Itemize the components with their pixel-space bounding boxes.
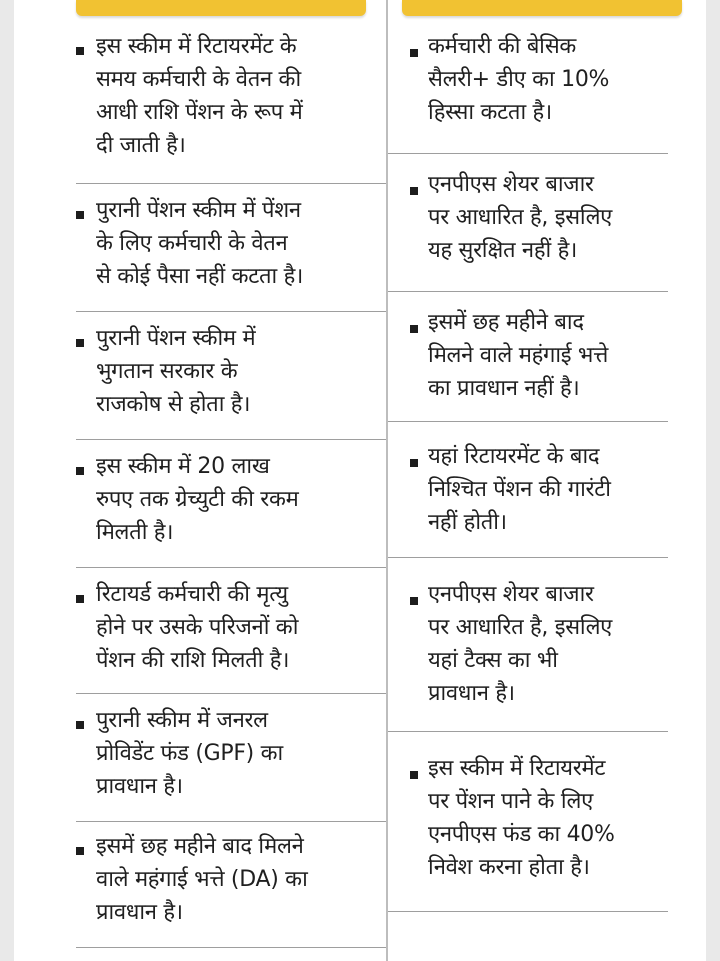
item-text: इस स्कीम में 20 लाख रुपए तक ग्रेच्युटी की रकम मिलती है। [96,454,299,545]
list-item [388,306,668,422]
list-item [76,830,386,948]
item-text: पुरानी पेंशन स्कीम में भुगतान सरकार के राजकोष से होता है। [96,326,256,417]
list-item [388,578,668,732]
list-item [76,194,386,312]
square-bullet-icon [410,771,418,779]
square-bullet-icon [410,187,418,195]
column-header-accent [402,0,682,16]
column-header-accent [76,0,366,16]
item-text: एनपीएस शेयर बाजार पर आधारित है, इसलिए यहां टैक्स का भी प्रावधान है। [428,582,613,706]
list-item [76,322,386,440]
new-pension-column [388,0,668,961]
item-text: इसमें छह महीने बाद मिलने वाले महंगाई भत्ते (DA) का प्रावधान है। [96,834,308,925]
square-bullet-icon [410,597,418,605]
square-bullet-icon [76,211,84,219]
list-item [76,578,386,694]
list-item [388,752,668,912]
list-item [388,168,668,292]
item-text: पुरानी स्कीम में जनरल प्रोविडेंट फंड (GPF) का प्रावधान है। [96,708,283,799]
square-bullet-icon [76,595,84,603]
item-text: पुरानी पेंशन स्कीम में पेंशन के लिए कर्मचारी के वेतन से कोई पैसा नहीं कटता है। [96,198,304,289]
square-bullet-icon [76,467,84,475]
item-text: इसमें छह महीने बाद मिलने वाले महंगाई भत्ते का प्रावधान नहीं है। [428,310,608,401]
square-bullet-icon [76,339,84,347]
list-item [76,30,386,184]
square-bullet-icon [410,459,418,467]
comparison-sheet [14,0,706,961]
item-text: इस स्कीम में रिटायरमेंट के समय कर्मचारी के वेतन की आधी राशि पेंशन के रूप में दी जाती है। [96,34,303,158]
item-text: यहां रिटायरमेंट के बाद निश्चित पेंशन की गारंटी नहीं होती। [428,444,611,535]
square-bullet-icon [410,49,418,57]
list-item [388,30,668,154]
square-bullet-icon [76,721,84,729]
item-text: कर्मचारी की बेसिक सैलरी+ डीए का 10% हिस्सा कटता है। [428,34,610,125]
item-text: इस स्कीम में रिटायरमेंट पर पेंशन पाने के लिए एनपीएस फंड का 40% निवेश करना होता है। [428,756,615,880]
square-bullet-icon [76,47,84,55]
list-item [388,440,668,558]
square-bullet-icon [410,325,418,333]
list-item [76,450,386,568]
old-pension-column [76,0,388,961]
item-text: एनपीएस शेयर बाजार पर आधारित है, इसलिए यह सुरक्षित नहीं है। [428,172,613,263]
list-item [76,704,386,822]
item-text: रिटायर्ड कर्मचारी की मृत्यु होने पर उसके परिजनों को पेंशन की राशि मिलती है। [96,582,299,673]
square-bullet-icon [76,847,84,855]
